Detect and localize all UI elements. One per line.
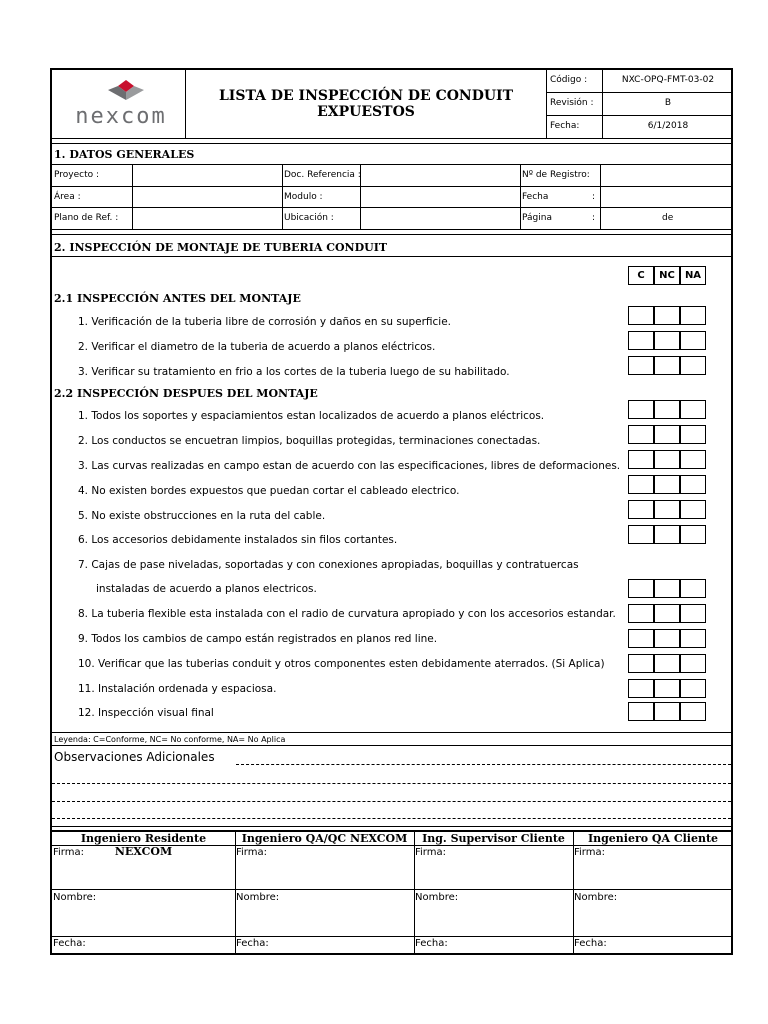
firma-field[interactable]: Firma: [415, 847, 446, 858]
checkbox-na[interactable] [680, 679, 706, 698]
checkbox-c[interactable] [628, 654, 654, 673]
checkbox-na[interactable] [680, 702, 706, 721]
check-item: 1. Todos los soportes y espaciamientos estan localizados de acuerdo a planos eléctricos. [78, 410, 545, 422]
pagina-colon: : [592, 213, 596, 223]
check-item-continuation: instaladas de acuerdo a planos electricos. [96, 583, 317, 595]
checkbox-na[interactable] [680, 525, 706, 544]
fecha-firma-field[interactable]: Fecha: [53, 938, 86, 949]
observaciones-line[interactable] [52, 801, 731, 802]
checkbox-nc[interactable] [654, 425, 680, 444]
checkbox-nc[interactable] [654, 475, 680, 494]
check-item: 9. Todos los cambios de campo están registrados en planos red line. [78, 633, 438, 645]
column-na-header: NA [680, 266, 706, 285]
checkbox-nc[interactable] [654, 629, 680, 648]
checkbox-nc[interactable] [654, 500, 680, 519]
observaciones-line[interactable] [52, 818, 731, 819]
pagina-label: Página [522, 213, 552, 223]
checkbox-c[interactable] [628, 702, 654, 721]
check-item: 3. Verificar su tratamiento en frio a los cortes de la tuberia luego de su habilitado. [78, 366, 510, 378]
doc-referencia-label: Doc. Referencia : [284, 170, 361, 180]
role-residente: Ingeniero Residente NEXCOM [80, 832, 207, 858]
role-qaqc: Ingeniero QA/QC NEXCOM [241, 832, 408, 845]
checkbox-na[interactable] [680, 400, 706, 419]
fecha-firma-field[interactable]: Fecha: [415, 938, 448, 949]
checkbox-nc[interactable] [654, 579, 680, 598]
form-title-line1: LISTA DE INSPECCIÓN DE CONDUIT [218, 88, 514, 104]
fecha-firma-field[interactable]: Fecha: [574, 938, 607, 949]
checkbox-na[interactable] [680, 604, 706, 623]
check-item: 1. Verificación de la tuberia libre de corrosión y daños en su superficie. [78, 316, 452, 328]
area-label: Área : [54, 192, 81, 202]
proyecto-label: Proyecto : [54, 170, 100, 180]
inspection-form [50, 68, 733, 955]
checkbox-na[interactable] [680, 425, 706, 444]
header-divider [546, 70, 547, 138]
check-item: 12. Inspección visual final [78, 707, 214, 719]
checkbox-na[interactable] [680, 629, 706, 648]
firma-field[interactable]: Firma: [236, 847, 267, 858]
checkbox-c[interactable] [628, 604, 654, 623]
checkbox-nc[interactable] [654, 702, 680, 721]
fecha-label: Fecha: [550, 121, 580, 131]
check-item: 11. Instalación ordenada y espaciosa. [78, 683, 277, 695]
checkbox-c[interactable] [628, 679, 654, 698]
check-item: 4. No existen bordes expuestos que puedan cortar el cableado electrico. [78, 485, 460, 497]
de-label: de [662, 213, 674, 223]
check-item: 2. Verificar el diametro de la tuberia de acuerdo a planos eléctricos. [78, 341, 436, 353]
ubicacion-label: Ubicación : [284, 213, 334, 223]
checkbox-c[interactable] [628, 525, 654, 544]
nombre-field[interactable]: Nombre: [415, 892, 459, 903]
checkbox-c[interactable] [628, 579, 654, 598]
checkbox-c[interactable] [628, 306, 654, 325]
plano-label: Plano de Ref. : [54, 213, 119, 223]
checkbox-nc[interactable] [654, 306, 680, 325]
modulo-label: Modulo : [284, 192, 323, 202]
check-item: 8. La tuberia flexible esta instalada con el radio de curvatura apropiado y con los accesorios estandar. [78, 608, 616, 620]
check-item: 10. Verificar que las tuberias conduit y otros componentes esten debidamente aterrados. (Si Aplica) [78, 658, 605, 670]
observaciones-title: Observaciones Adicionales [54, 750, 215, 764]
checkbox-na[interactable] [680, 450, 706, 469]
fecha-value: 6/1/2018 [647, 121, 689, 131]
check-item: 2. Los conductos se encuetran limpios, boquillas protegidas, terminaciones conectadas. [78, 435, 541, 447]
fecha-colon: : [592, 192, 596, 202]
nombre-field[interactable]: Nombre: [574, 892, 618, 903]
checkbox-nc[interactable] [654, 604, 680, 623]
checkbox-nc[interactable] [654, 331, 680, 350]
checkbox-c[interactable] [628, 331, 654, 350]
checkbox-nc[interactable] [654, 679, 680, 698]
observaciones-line[interactable] [236, 764, 731, 765]
company-logo [60, 76, 180, 132]
checkbox-na[interactable] [680, 579, 706, 598]
observaciones-line[interactable] [52, 783, 731, 784]
checkbox-c[interactable] [628, 629, 654, 648]
logo-wordmark: nexcom [75, 104, 167, 129]
section-datos-generales: 1. DATOS GENERALES [54, 148, 195, 161]
checkbox-na[interactable] [680, 500, 706, 519]
checkbox-nc[interactable] [654, 450, 680, 469]
checkbox-na[interactable] [680, 475, 706, 494]
section-inspeccion: 2. INSPECCIÓN DE MONTAJE DE TUBERIA CONDUIT [54, 241, 388, 254]
check-item: 6. Los accesorios debidamente instalados sin filos cortantes. [78, 534, 398, 546]
check-item: 3. Las curvas realizadas en campo estan de acuerdo con las especificaciones, libres de deformaciones. [78, 460, 621, 472]
fecha-datos-label: Fecha [522, 192, 549, 202]
nombre-field[interactable]: Nombre: [236, 892, 280, 903]
checkbox-c[interactable] [628, 356, 654, 375]
checkbox-na[interactable] [680, 356, 706, 375]
checkbox-c[interactable] [628, 450, 654, 469]
codigo-value: NXC-OPQ-FMT-03-02 [621, 75, 715, 85]
checkbox-nc[interactable] [654, 654, 680, 673]
checkbox-c[interactable] [628, 400, 654, 419]
check-item: 7. Cajas de pase niveladas, soportadas y con conexiones apropiadas, boquillas y contratuercas [78, 559, 579, 571]
codigo-label: Código : [550, 75, 588, 85]
subsection-antes: 2.1 INSPECCIÓN ANTES DEL MONTAJE [54, 292, 301, 305]
checkbox-c[interactable] [628, 425, 654, 444]
check-item: 5. No existe obstrucciones en la ruta del cable. [78, 510, 326, 522]
column-nc-header: NC [654, 266, 680, 285]
firma-field[interactable]: Firma: [53, 847, 84, 858]
revision-value: B [664, 98, 672, 108]
checkbox-c[interactable] [628, 475, 654, 494]
checkbox-nc[interactable] [654, 400, 680, 419]
nombre-field[interactable]: Nombre: [53, 892, 97, 903]
checkbox-na[interactable] [680, 306, 706, 325]
role-qa-cliente: Ingeniero QA Cliente [587, 832, 719, 845]
checkbox-na[interactable] [680, 654, 706, 673]
checkbox-na[interactable] [680, 331, 706, 350]
revision-label: Revisión : [550, 98, 594, 108]
fecha-firma-field[interactable]: Fecha: [236, 938, 269, 949]
subsection-despues: 2.2 INSPECCIÓN DESPUES DEL MONTAJE [54, 387, 318, 400]
checkbox-nc[interactable] [654, 356, 680, 375]
role-supervisor: Ing. Supervisor Cliente [422, 832, 565, 845]
form-title-line2: EXPUESTOS [317, 104, 415, 120]
leyenda: Leyenda: C=Conforme, NC= No conforme, NA= No Aplica [54, 735, 286, 744]
column-c-header: C [628, 266, 654, 285]
checkbox-nc[interactable] [654, 525, 680, 544]
checkbox-c[interactable] [628, 500, 654, 519]
registro-label: Nº de Registro: [522, 170, 590, 180]
firma-field[interactable]: Firma: [574, 847, 605, 858]
